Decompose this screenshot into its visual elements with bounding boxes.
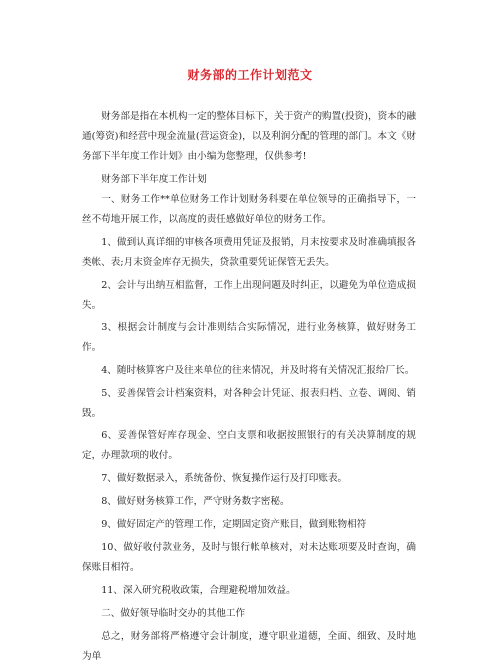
section-one-heading: 一、财务工作**单位财务工作计划财务科要在单位领导的正确指导下，一丝不苟地开展工作，以高度的责任感做好单位的财务工作。 [82, 194, 416, 225]
list-item-5: 5、妥善保管会计档案资料，对各种会计凭证、报表归档、立卷、调阅、销毁。 [82, 388, 416, 419]
summary-paragraph: 总之，财务部将严格遵守会计制度，遵守职业道德，全面、细致、及时地为单 [82, 631, 416, 662]
section-two-heading: 二、做好领导临时交办的其他工作 [101, 608, 246, 619]
list-item-4: 4、随时核算客户及往来单位的往来情况，并及时将有关情况汇报给厂长。 [101, 365, 415, 376]
list-item-2: 2、会计与出纳互相监督，工作上出现问题及时纠正，以避免为单位造成损失。 [82, 280, 416, 311]
list-item-9: 9、做好固定产的管理工作，定期固定资产账目，做到账物相符 [101, 519, 367, 530]
intro-paragraph: 财务部是指在本机构一定的整体目标下，关于资产的购置(投资)，资本的融通(筹资)和经营中现金流量(营运资金)，以及利润分配的管理的部门。本文《财务部下半年度工作计划》由小编为您整理，仅供参考! [82, 111, 416, 162]
list-item-3: 3、根据会计制度与会计准则结合实际情况，进行业务核算，做好财务工作。 [82, 322, 416, 353]
document-title: 财务部的工作计划范文 [187, 68, 313, 82]
list-item-11: 11、深入研究税收政策，合理避税增加效益。 [101, 585, 296, 596]
plan-heading: 财务部下半年度工作计划 [101, 174, 207, 185]
list-item-6: 6、妥善保管好库存现金、空白支票和收据按照银行的有关决算制度的规定，办理款项的收付。 [82, 430, 416, 461]
list-item-8: 8、做好财务核算工作，严守财务数字密秘。 [101, 496, 290, 507]
document-body [82, 107, 416, 670]
list-item-1: 1、做到认真详细的审核各项费用凭证及报销，月末按要求及时准确填报各类帐、表;月末资金库存无损失，贷款重要凭证保管无丢失。 [82, 237, 416, 268]
list-item-7: 7、做好数据录入，系统备份、恢复操作运行及打印账表。 [101, 473, 348, 484]
list-item-10: 10、做好收付款业务，及时与银行帐单核对，对未达账项要及时查询，确保账目相符。 [82, 542, 416, 573]
